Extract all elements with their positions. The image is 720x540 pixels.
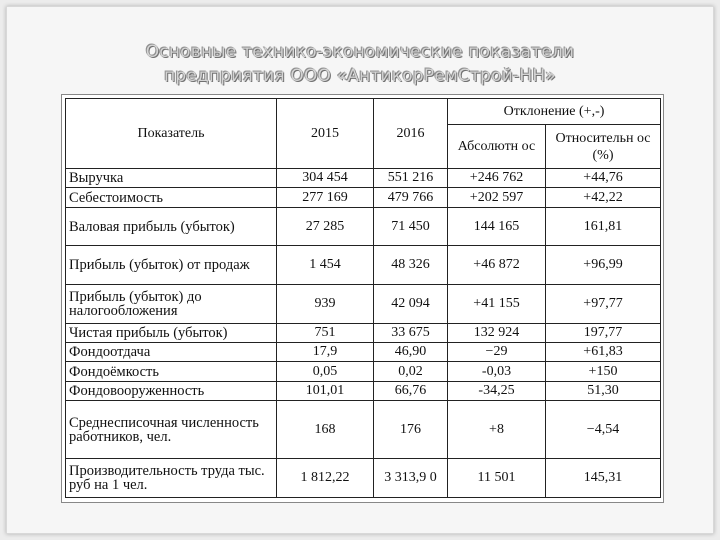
cell-relative: −4,54 [546, 401, 661, 459]
cell-absolute: +202 597 [448, 188, 546, 207]
cell-relative: 197,77 [546, 323, 661, 342]
table-container [61, 94, 664, 503]
row-label: Производительность труда тыс. руб на 1 чел. [66, 459, 277, 498]
table-row [66, 169, 661, 188]
row-label: Прибыль (убыток) от продаж [66, 246, 277, 285]
cell-relative: +150 [546, 362, 661, 381]
row-label: Валовая прибыль (убыток) [66, 207, 277, 246]
indicators-table [65, 98, 661, 498]
row-label: Выручка [66, 169, 277, 188]
cell-absolute: +246 762 [448, 169, 546, 188]
cell-2015: 168 [277, 401, 374, 459]
row-label: Фондоёмкость [66, 362, 277, 381]
cell-2016: 66,76 [374, 381, 448, 400]
cell-absolute: 11 501 [448, 459, 546, 498]
cell-relative: +42,22 [546, 188, 661, 207]
table-row [66, 459, 661, 498]
row-label: Фондовооруженность [66, 381, 277, 400]
cell-relative: 145,31 [546, 459, 661, 498]
table-row [66, 323, 661, 342]
cell-2015: 939 [277, 285, 374, 324]
cell-2015: 101,01 [277, 381, 374, 400]
cell-relative: +97,77 [546, 285, 661, 324]
cell-2015: 1 454 [277, 246, 374, 285]
header-relative: Относительн ос (%) [546, 125, 661, 169]
page-title [0, 40, 720, 88]
table-row [66, 381, 661, 400]
cell-relative: +44,76 [546, 169, 661, 188]
cell-2016: 176 [374, 401, 448, 459]
cell-2016: 479 766 [374, 188, 448, 207]
row-label: Прибыль (убыток) до налогообложения [66, 285, 277, 324]
cell-absolute: +8 [448, 401, 546, 459]
table-row [66, 401, 661, 459]
row-label: Себестоимость [66, 188, 277, 207]
cell-2015: 0,05 [277, 362, 374, 381]
cell-absolute: -34,25 [448, 381, 546, 400]
cell-absolute: 144 165 [448, 207, 546, 246]
table-row [66, 343, 661, 362]
cell-absolute: +41 155 [448, 285, 546, 324]
cell-absolute: +46 872 [448, 246, 546, 285]
table-row [66, 207, 661, 246]
cell-2016: 33 675 [374, 323, 448, 342]
cell-absolute: -0,03 [448, 362, 546, 381]
row-label: Чистая прибыль (убыток) [66, 323, 277, 342]
cell-absolute: 132 924 [448, 323, 546, 342]
cell-relative: +61,83 [546, 343, 661, 362]
cell-2016: 71 450 [374, 207, 448, 246]
cell-2016: 0,02 [374, 362, 448, 381]
table-row [66, 285, 661, 324]
row-label: Среднесписочная численность работников, чел. [66, 401, 277, 459]
cell-absolute: −29 [448, 343, 546, 362]
cell-2015: 27 285 [277, 207, 374, 246]
table-row [66, 188, 661, 207]
cell-2016: 48 326 [374, 246, 448, 285]
row-label: Фондоотдача [66, 343, 277, 362]
cell-relative: 51,30 [546, 381, 661, 400]
header-year-2016: 2016 [374, 99, 448, 169]
header-absolute: Абсолютн ос [448, 125, 546, 169]
cell-2015: 277 169 [277, 188, 374, 207]
table-row [66, 362, 661, 381]
page-title-line1: Основные технико-экономические показатели [145, 42, 575, 62]
header-deviation: Отклонение (+,-) [448, 99, 661, 125]
cell-2016: 42 094 [374, 285, 448, 324]
cell-relative: 161,81 [546, 207, 661, 246]
cell-2016: 3 313,9 0 [374, 459, 448, 498]
table-header-row [66, 99, 661, 125]
page-title-line2: предприятия ООО «АнтикорРемСтрой-НН» [164, 66, 556, 86]
cell-2016: 551 216 [374, 169, 448, 188]
header-indicator: Показатель [66, 99, 277, 169]
cell-relative: +96,99 [546, 246, 661, 285]
cell-2015: 17,9 [277, 343, 374, 362]
cell-2015: 751 [277, 323, 374, 342]
cell-2015: 304 454 [277, 169, 374, 188]
header-year-2015: 2015 [277, 99, 374, 169]
cell-2016: 46,90 [374, 343, 448, 362]
table-row [66, 246, 661, 285]
cell-2015: 1 812,22 [277, 459, 374, 498]
